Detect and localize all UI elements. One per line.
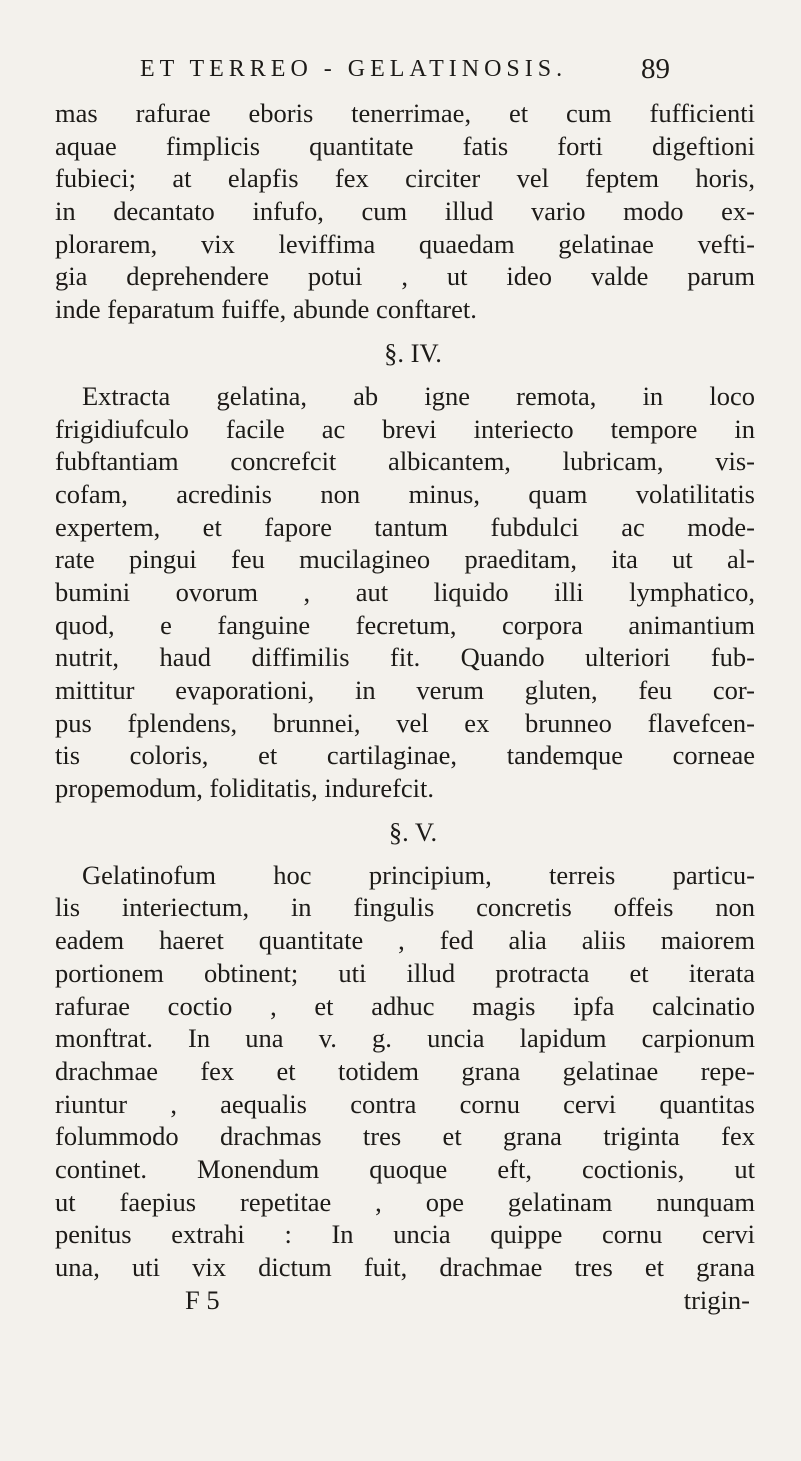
- catchword: trigin-: [683, 1284, 750, 1315]
- signature-mark: F 5: [185, 1284, 220, 1315]
- text-line: tis coloris, et cartilaginae, tandemque corneae: [55, 740, 755, 771]
- page-footer: [55, 1284, 755, 1317]
- text-line: fubftantiam concrefcit albicantem, lubricam, vis-: [55, 446, 755, 477]
- running-title: ET TERREO - GELATINOSIS.: [140, 56, 568, 82]
- text-line: riuntur , aequalis contra cornu cervi quantitas: [55, 1088, 755, 1119]
- body-text: [55, 97, 755, 1316]
- section-heading: §. V.: [388, 816, 438, 847]
- text-line: portionem obtinent; uti illud protracta et iterata: [55, 957, 755, 988]
- text-line: continet. Monendum quoque eft, coctionis, ut: [55, 1153, 755, 1184]
- text-line: folummodo drachmas tres et grana triginta fex: [55, 1121, 755, 1152]
- text-line: Gelatinofum hoc principium, terreis particu-: [82, 859, 755, 890]
- text-line: drachmae fex et totidem grana gelatinae repe-: [55, 1055, 755, 1086]
- text-line: ut faepius repetitae , ope gelatinam nunquam: [55, 1186, 755, 1217]
- section-heading: §. IV.: [384, 337, 442, 368]
- text-line: plorarem, vix leviffima quaedam gelatinae vefti-: [55, 228, 755, 259]
- text-line: mittitur evaporationi, in verum gluten, feu cor-: [55, 675, 755, 705]
- text-line: bumini ovorum , aut liquido illi lymphatico,: [55, 576, 755, 607]
- text-line: gia deprehendere potui , ut ideo valde parum: [55, 261, 755, 292]
- running-head: [140, 52, 670, 88]
- text-line: eadem haeret quantitate , fed alia aliis maiorem: [55, 925, 755, 956]
- text-line: fubieci; at elapfis fex circiter vel feptem horis,: [55, 163, 755, 194]
- text-line: cofam, acredinis non minus, quam volatilitatis: [55, 478, 755, 509]
- text-line: quod, e fanguine fecretum, corpora animantium: [55, 609, 755, 640]
- text-line: frigidiufculo facile ac brevi interiecto tempore in: [55, 413, 755, 444]
- text-line: lis interiectum, in fingulis concretis offeis non: [55, 892, 755, 923]
- text-line: aquae fimplicis quantitate fatis forti digeftioni: [55, 130, 755, 161]
- text-line: nutrit, haud diffimilis fit. Quando ulteriori fub-: [55, 642, 755, 673]
- text-line: expertem, et fapore tantum fubdulci ac mode-: [55, 511, 755, 542]
- text-line: pus fplendens, brunnei, vel ex brunneo flavefcen-: [55, 707, 755, 738]
- text-line: rate pingui feu mucilagineo praeditam, ita ut al-: [55, 544, 755, 575]
- text-line: mas rafurae eboris tenerrimae, et cum fufficienti: [55, 98, 755, 128]
- text-line: propemodum, foliditatis, indurefcit.: [55, 773, 435, 804]
- text-line: penitus extrahi : In uncia quippe cornu cervi: [55, 1219, 755, 1250]
- text-line: una, uti vix dictum fuit, drachmae tres et grana: [55, 1252, 755, 1282]
- text-line: Extracta gelatina, ab igne remota, in loco: [82, 380, 755, 411]
- text-line: monftrat. In una v. g. uncia lapidum carpionum: [55, 1023, 755, 1054]
- text-line: in decantato infufo, cum illud vario modo ex-: [55, 196, 755, 227]
- text-line: rafurae coctio , et adhuc magis ipfa calcinatio: [55, 990, 755, 1021]
- text-line: inde feparatum fuiffe, abunde conftaret.: [55, 294, 477, 325]
- page-number: 89: [641, 53, 670, 85]
